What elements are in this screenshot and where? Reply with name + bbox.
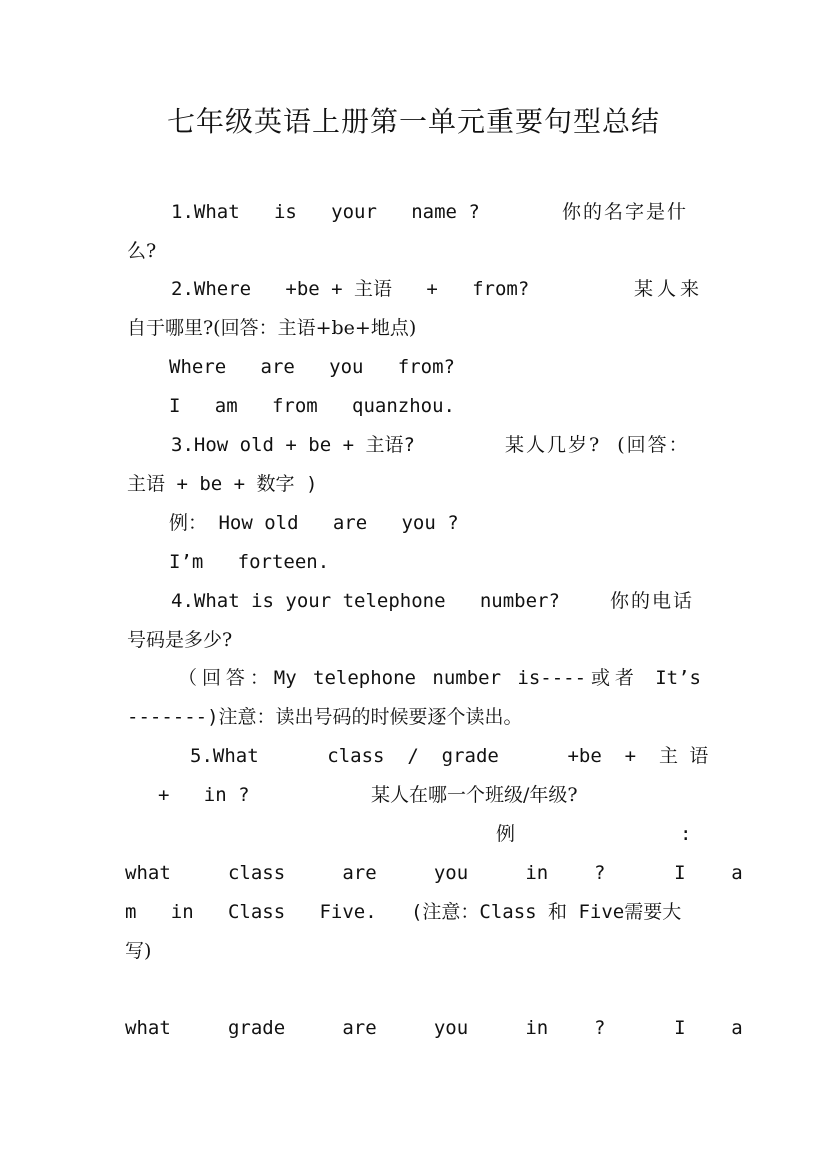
sentence-3-chinese: 某人几岁? (回答： xyxy=(505,434,690,456)
sentence-5-pattern: 5.What class / grade +be + 主 语 xyxy=(190,745,709,767)
sentence-2-chinese: 某人来 xyxy=(634,278,704,300)
sentence-1-chinese-cont: 么? xyxy=(127,240,157,262)
sentence-4-answer-note: （回答：My telephone number is----或者 It’s xyxy=(178,667,701,689)
example-2-question: Where are you from? xyxy=(169,356,455,378)
sentence-3-pattern: 3.How old + be + 主语? xyxy=(171,434,415,456)
sentence-5-pattern-cont: + in ? xyxy=(158,784,250,806)
example-3-answer: I’m forteen. xyxy=(169,551,330,573)
sentence-4-english: 4.What is your telephone number? xyxy=(171,590,560,612)
example-3-question: 例： How old are you ? xyxy=(169,512,459,534)
example-5-class-answer: m in Class Five. (注意：Class 和 Five需要大 xyxy=(125,901,682,923)
page-title: 七年级英语上册第一单元重要句型总结 xyxy=(166,105,660,138)
example-5-label: 例 xyxy=(496,823,516,845)
sentence-4-chinese: 你的电话 xyxy=(610,590,695,612)
example-5-grade-question: what grade are you in ? I a xyxy=(125,1017,743,1039)
example-5-class-question: what class are you in ? I a xyxy=(125,862,743,884)
example-2-answer: I am from quanzhou. xyxy=(169,395,455,417)
example-5-colon: : xyxy=(680,823,692,845)
sentence-3-answer-note: 主语 + be + 数字 ) xyxy=(127,473,318,495)
sentence-2-pattern: 2.Where +be + 主语 + from? xyxy=(171,278,530,300)
sentence-1-english: 1.What is your name ? xyxy=(171,201,480,223)
sentence-4-answer-note-cont: -------)注意：读出号码的时候要逐个读出。 xyxy=(127,706,523,728)
sentence-5-chinese: 某人在哪一个班级/年级? xyxy=(371,784,578,806)
sentence-4-chinese-cont: 号码是多少? xyxy=(127,629,233,651)
sentence-1-chinese: 你的名字是什 xyxy=(562,201,689,223)
example-5-class-answer-cont: 写) xyxy=(125,940,152,962)
sentence-2-answer-note: 自于哪里?(回答：主语+be+地点) xyxy=(127,317,417,339)
